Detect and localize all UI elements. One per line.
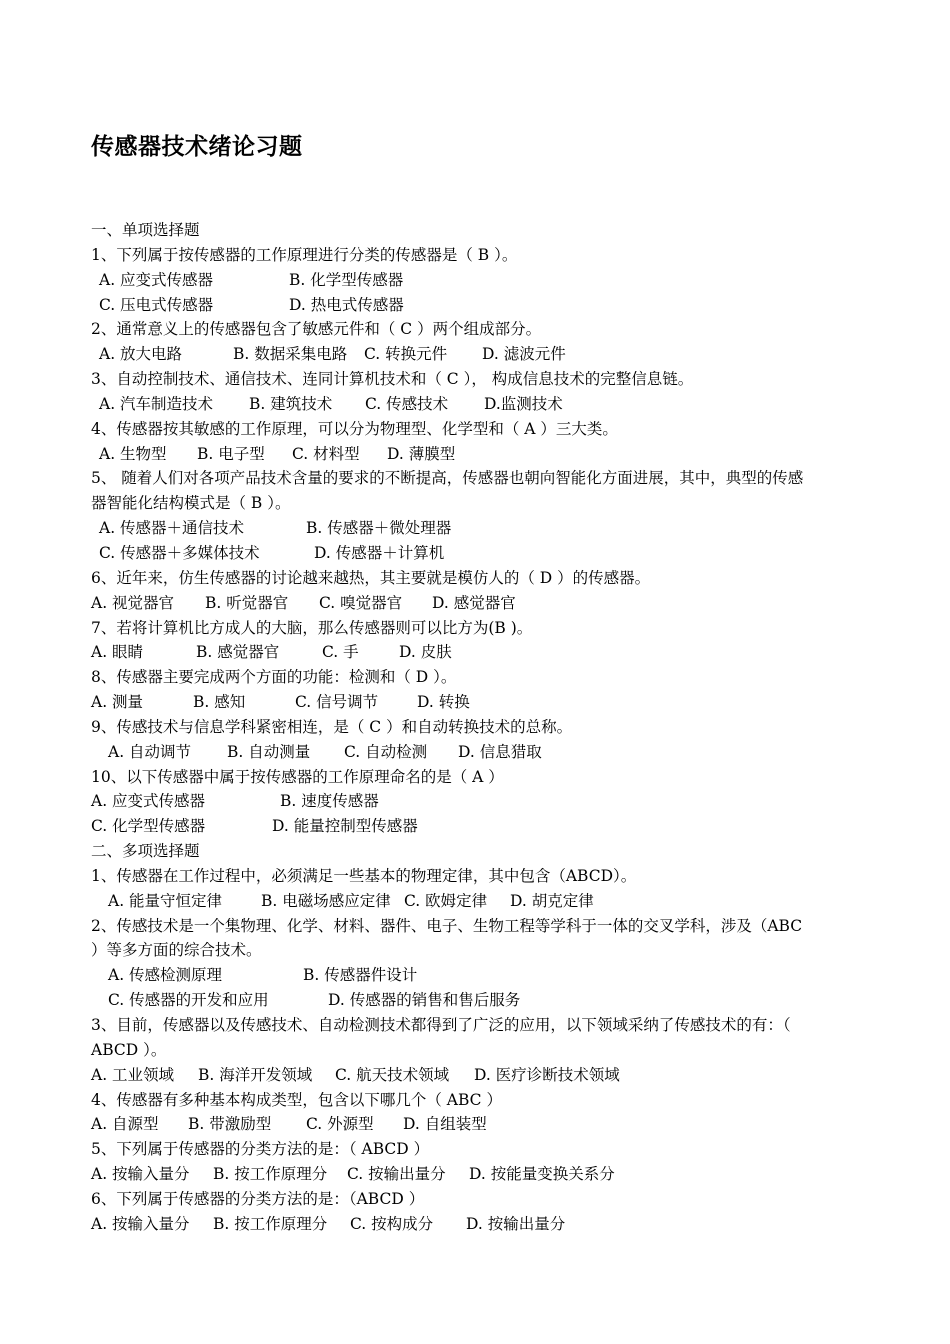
answer-option: A. 传感检测原理 xyxy=(108,966,223,985)
answer-option: D. 滤波元件 xyxy=(482,345,566,364)
answer-option: B. 按工作原理分 xyxy=(213,1165,328,1184)
answer-option: A. 按输入量分 xyxy=(91,1214,190,1233)
answer-option: C. 外源型 xyxy=(306,1115,374,1134)
answer-option: B. 感觉器官 xyxy=(196,643,280,662)
question-text-line: 4、传感器按其敏感的工作原理，可以分为物理型、化学型和（ A ）三大类。 xyxy=(91,419,618,438)
answer-option: D. 能量控制型传感器 xyxy=(272,817,418,836)
answer-option: B. 按工作原理分 xyxy=(213,1214,328,1233)
answer-options-line xyxy=(91,1112,861,1137)
question-text-line: 6、近年来，仿生传感器的讨论越来越热，其主要就是模仿人的（ D ）的传感器。 xyxy=(91,568,651,587)
answer-option: B. 建筑技术 xyxy=(249,394,333,413)
answer-option: D. 自组装型 xyxy=(403,1115,487,1134)
answer-option: A. 自动调节 xyxy=(108,742,192,761)
answer-option: B. 电子型 xyxy=(197,444,265,463)
answer-option: C. 传感器＋多媒体技术 xyxy=(99,543,260,562)
answer-option: B. 海洋开发领域 xyxy=(198,1065,313,1084)
answer-options-line xyxy=(91,889,861,914)
answer-option: C. 按输出量分 xyxy=(347,1165,446,1184)
answer-option: D. 医疗诊断技术领域 xyxy=(474,1065,620,1084)
question-text-line: 2、传感技术是一个集物理、化学、材料、器件、电子、生物工程等学科于一体的交叉学科，涉及（ABC xyxy=(91,916,803,935)
answer-option: C. 传感器的开发和应用 xyxy=(108,991,269,1010)
answer-option: B. 速度传感器 xyxy=(280,792,379,811)
answer-options-line xyxy=(91,541,861,566)
answer-option: C. 欧姆定律 xyxy=(404,891,488,910)
question-text-line: 9、传感技术与信息学科紧密相连，是（ C ）和自动转换技术的总称。 xyxy=(91,717,573,736)
answer-option: A. 应变式传感器 xyxy=(99,270,214,289)
answer-options-line xyxy=(91,740,861,765)
answer-option: C. 手 xyxy=(322,643,359,662)
answer-option: D. 转换 xyxy=(417,693,470,712)
question-text-line: 10、以下传感器中属于按传感器的工作原理命名的是（ A ） xyxy=(91,767,504,786)
answer-option: D. 薄膜型 xyxy=(387,444,456,463)
answer-option: D. 传感器的销售和售后服务 xyxy=(328,991,521,1010)
answer-options-line xyxy=(91,963,861,988)
answer-options-line xyxy=(91,789,861,814)
answer-option: C. 自动检测 xyxy=(344,742,428,761)
answer-options-line xyxy=(91,988,861,1013)
answer-option: A. 测量 xyxy=(91,693,144,712)
answer-option: B. 听觉器官 xyxy=(205,593,289,612)
question-text-line: 2、通常意义上的传感器包含了敏感元件和（ C ）两个组成部分。 xyxy=(91,320,542,339)
answer-option: A. 按输入量分 xyxy=(91,1165,190,1184)
answer-option: D. 按输出量分 xyxy=(466,1214,566,1233)
answer-option: D. 感觉器官 xyxy=(432,593,516,612)
answer-option: D.监测技术 xyxy=(484,394,563,413)
answer-options-line xyxy=(91,442,861,467)
answer-options-line xyxy=(91,268,861,293)
answer-options-line xyxy=(91,392,861,417)
answer-options-line xyxy=(91,640,861,665)
answer-option: C. 压电式传感器 xyxy=(99,295,214,314)
answer-option: C. 信号调节 xyxy=(295,693,379,712)
question-text-line: 1、传感器在工作过程中，必须满足一些基本的物理定律，其中包含（ABCD）。 xyxy=(91,866,637,885)
answer-options-line xyxy=(91,342,861,367)
question-text-line: 1、下列属于按传感器的工作原理进行分类的传感器是（ B ）。 xyxy=(91,245,518,264)
question-text-line: 器智能化结构模式是（ B ）。 xyxy=(91,494,291,513)
answer-option: B. 电磁场感应定律 xyxy=(261,891,391,910)
answer-option: A. 眼睛 xyxy=(91,643,144,662)
answer-option: B. 感知 xyxy=(193,693,246,712)
answer-option: C. 按构成分 xyxy=(350,1214,434,1233)
answer-option: A. 视觉器官 xyxy=(91,593,175,612)
page-title: 传感器技术绪论习题 xyxy=(91,134,303,160)
question-list xyxy=(91,218,861,1237)
answer-option: D. 按能量变换关系分 xyxy=(469,1165,615,1184)
answer-option: B. 自动测量 xyxy=(227,742,311,761)
question-text-line: 5、 随着人们对各项产品技术含量的要求的不断提高，传感器也朝向智能化方面进展，其中，典型的传感 xyxy=(91,469,804,488)
question-text-line: 7、若将计算机比方成人的大脑，那么传感器则可以比方为(B )。 xyxy=(91,618,533,637)
question-text-line: 8、传感器主要完成两个方面的功能：检测和（ D ）。 xyxy=(91,668,457,687)
answer-options-line xyxy=(91,1212,861,1237)
answer-option: C. 航天技术领域 xyxy=(335,1065,450,1084)
answer-option: C. 传感技术 xyxy=(365,394,449,413)
question-text-line: 二、多项选择题 xyxy=(91,842,200,861)
answer-option: A. 传感器＋通信技术 xyxy=(99,519,245,538)
question-text-line: 一、单项选择题 xyxy=(91,221,200,239)
answer-option: B. 传感器＋微处理器 xyxy=(306,519,452,538)
answer-options-line xyxy=(91,516,861,541)
question-text-line: 5、下列属于传感器的分类方法的是：（ ABCD ） xyxy=(91,1140,430,1159)
question-text-line: 4、传感器有多种基本构成类型，包含以下哪几个（ ABC ） xyxy=(91,1090,502,1109)
question-text-line: 3、自动控制技术、通信技术、连同计算机技术和（ C ）， 构成信息技术的完整信息链。 xyxy=(91,370,694,389)
answer-option: C. 嗅觉器官 xyxy=(319,593,403,612)
answer-option: A. 工业领域 xyxy=(91,1065,175,1084)
answer-option: A. 自源型 xyxy=(91,1115,159,1134)
answer-option: C. 材料型 xyxy=(292,444,360,463)
answer-options-line xyxy=(91,1063,861,1088)
answer-option: A. 放大电路 xyxy=(99,345,183,364)
answer-options-line xyxy=(91,814,861,839)
question-text-line: 3、目前，传感器以及传感技术、自动检测技术都得到了广泛的应用，以下领域采纳了传感技术的有：（ xyxy=(91,1016,791,1034)
answer-option: D. 胡克定律 xyxy=(510,891,594,910)
answer-option: A. 汽车制造技术 xyxy=(99,394,214,413)
answer-option: A. 应变式传感器 xyxy=(91,792,206,811)
answer-option: D. 传感器＋计算机 xyxy=(314,543,445,562)
answer-option: C. 化学型传感器 xyxy=(91,817,206,836)
question-text-line: ABCD ）。 xyxy=(91,1040,167,1059)
answer-option: D. 皮肤 xyxy=(399,643,452,662)
answer-option: B. 数据采集电路 xyxy=(233,345,348,364)
answer-option: D. 热电式传感器 xyxy=(289,295,404,314)
answer-option: B. 传感器件设计 xyxy=(303,966,418,985)
answer-option: B. 带激励型 xyxy=(188,1115,272,1134)
answer-options-line xyxy=(91,293,861,318)
answer-option: B. 化学型传感器 xyxy=(289,270,404,289)
answer-option: D. 信息猎取 xyxy=(458,742,542,761)
question-text-line: ）等多方面的综合技术。 xyxy=(91,941,262,960)
answer-options-line xyxy=(91,690,861,715)
answer-option: A. 生物型 xyxy=(99,444,167,463)
answer-options-line xyxy=(91,591,861,616)
answer-option: A. 能量守恒定律 xyxy=(108,891,223,910)
answer-option: C. 转换元件 xyxy=(364,345,448,364)
answer-options-line xyxy=(91,1162,861,1187)
question-text-line: 6、下列属于传感器的分类方法的是：（ABCD ） xyxy=(91,1189,425,1208)
